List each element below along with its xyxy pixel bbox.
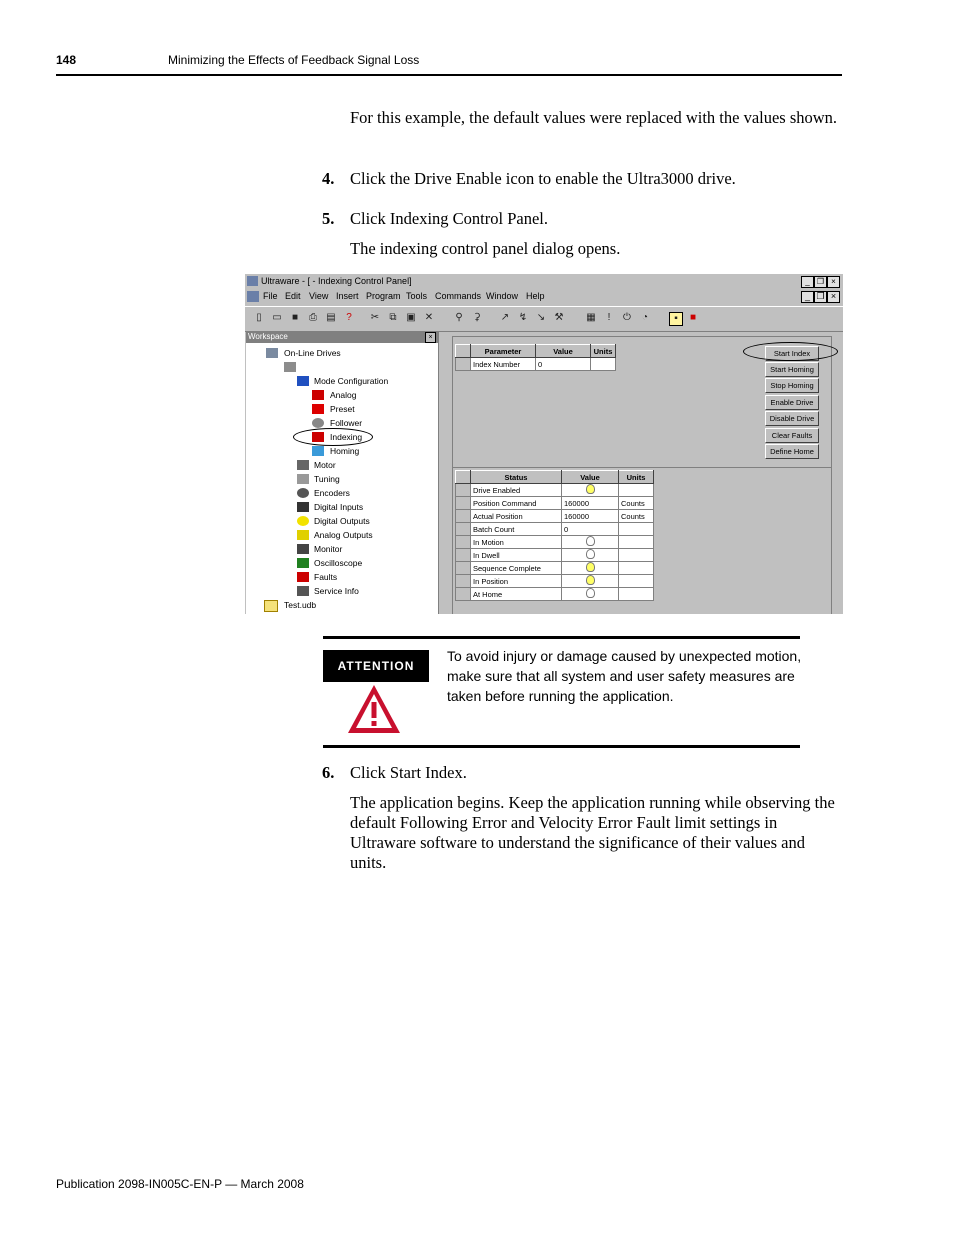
upload-icon[interactable]: ↯ xyxy=(518,312,528,323)
new-icon[interactable]: ▯ xyxy=(256,312,262,323)
row-header xyxy=(456,497,471,510)
status-units: Counts xyxy=(619,510,654,523)
properties-icon[interactable]: ▤ xyxy=(326,312,336,323)
encoders-icon xyxy=(297,488,309,498)
restore-icon[interactable]: ❐ xyxy=(814,276,827,288)
ultraware-screenshot xyxy=(245,274,843,614)
tree-tuning[interactable]: Tuning xyxy=(314,474,340,484)
status-value xyxy=(562,588,619,601)
motor-icon xyxy=(297,460,309,470)
row-header xyxy=(456,562,471,575)
status-table-corner xyxy=(456,471,471,484)
find-icon[interactable]: ⚲ xyxy=(455,312,463,323)
tree-oscilloscope[interactable]: Oscilloscope xyxy=(314,558,363,568)
doc-minimize-icon[interactable]: _ xyxy=(801,291,814,303)
toolbar xyxy=(245,306,843,332)
clear-faults-button[interactable]: Clear Faults xyxy=(765,428,819,443)
parameter-table xyxy=(455,344,616,371)
tree-analog-outputs[interactable]: Analog Outputs xyxy=(314,530,373,540)
bulb-on-icon xyxy=(586,484,595,494)
step-5-number: 5. xyxy=(322,209,335,228)
attention-top-rule xyxy=(323,636,800,639)
status-value xyxy=(562,575,619,588)
tree-online-drives[interactable]: On-Line Drives xyxy=(284,348,341,358)
digital-inputs-icon xyxy=(297,502,309,512)
tree-homing[interactable]: Homing xyxy=(330,446,360,456)
tree-faults[interactable]: Faults xyxy=(314,572,338,582)
folder-icon xyxy=(264,600,278,612)
workspace-title-bar xyxy=(246,331,438,343)
status-label: Sequence Complete xyxy=(471,562,562,575)
status-label: Drive Enabled xyxy=(471,484,562,497)
open-icon[interactable]: ▭ xyxy=(272,312,282,323)
menu-view[interactable]: View xyxy=(309,291,329,301)
table-row xyxy=(456,536,654,549)
status-value xyxy=(562,536,619,549)
param-index-number-value[interactable]: 0 xyxy=(536,358,591,371)
bulb-off-icon xyxy=(586,536,595,546)
homing-icon xyxy=(312,446,324,456)
status-value xyxy=(562,549,619,562)
menu-help[interactable]: Help xyxy=(526,291,545,301)
status-value: 0 xyxy=(562,523,619,536)
status-units-header: Units xyxy=(619,471,654,484)
digital-outputs-icon xyxy=(297,516,309,526)
step-4-text: Click the Drive Enable icon to enable the Ultra3000 drive. xyxy=(350,169,736,188)
status-label: Actual Position xyxy=(471,510,562,523)
analog-outputs-icon xyxy=(297,530,309,540)
tree-analog[interactable]: Analog xyxy=(330,390,357,400)
service-info-icon xyxy=(297,586,309,596)
connect-icon[interactable]: ↗ xyxy=(500,312,510,323)
tuning-icon xyxy=(297,474,309,484)
replace-icon[interactable]: ⚳ xyxy=(473,312,481,323)
stop-homing-button[interactable]: Stop Homing xyxy=(765,378,819,393)
row-header xyxy=(456,523,471,536)
enable-drive-button[interactable]: Enable Drive xyxy=(765,395,819,410)
save-icon[interactable]: ■ xyxy=(291,312,299,323)
delete-icon[interactable]: ✕ xyxy=(424,312,434,323)
start-index-highlight-ellipse xyxy=(743,342,838,361)
param-index-number-units xyxy=(591,358,616,371)
table-row xyxy=(456,484,654,497)
disable-drive-button[interactable]: Disable Drive xyxy=(765,411,819,426)
step-6-result: The application begins. Keep the application running while observing the default Following Error and Velocity Error Fault limit settings in Ultraware software to understand the significance of their values and units. xyxy=(350,793,835,872)
drive-enable-icon[interactable]: ▪ xyxy=(669,312,683,326)
build-icon[interactable]: ▦ xyxy=(586,312,596,323)
section-title: Minimizing the Effects of Feedback Signal Loss xyxy=(168,53,420,67)
tree-encoders[interactable]: Encoders xyxy=(314,488,350,498)
download-icon[interactable]: ↘ xyxy=(536,312,546,323)
attention-bottom-rule xyxy=(323,745,800,748)
tree-indexing[interactable]: Indexing xyxy=(330,432,363,442)
menu-edit[interactable]: Edit xyxy=(285,291,301,301)
help-icon[interactable]: ? xyxy=(346,312,352,323)
menu-bar xyxy=(245,290,843,304)
value-header: Value xyxy=(536,345,591,358)
step-5-result: The indexing control panel dialog opens. xyxy=(350,239,621,258)
status-table xyxy=(455,470,654,601)
row-header xyxy=(456,358,471,371)
workspace-close-icon[interactable]: × xyxy=(425,332,436,343)
tree-motor[interactable]: Motor xyxy=(314,460,336,470)
page-number: 148 xyxy=(56,53,77,67)
online-drives-icon xyxy=(266,348,278,358)
window-title: Ultraware - [ - Indexing Control Panel] xyxy=(261,276,412,286)
power-icon[interactable]: ⏻ xyxy=(623,312,631,323)
print-icon[interactable]: ⎙ xyxy=(309,312,317,323)
menu-insert[interactable]: Insert xyxy=(336,291,359,301)
row-header xyxy=(456,575,471,588)
tree-service-info[interactable]: Service Info xyxy=(314,586,359,596)
tree-preset[interactable]: Preset xyxy=(330,404,355,414)
bulb-off-icon xyxy=(586,549,595,559)
status-units xyxy=(619,575,654,588)
table-row xyxy=(456,575,654,588)
status-value: 160000 xyxy=(562,510,619,523)
tree-follower[interactable]: Follower xyxy=(330,418,363,428)
table-row xyxy=(456,562,654,575)
table-row xyxy=(456,549,654,562)
tree-monitor[interactable]: Monitor xyxy=(314,544,343,554)
clock-icon[interactable]: ◔ xyxy=(641,312,649,323)
bulb-on-icon xyxy=(586,575,595,585)
oscilloscope-icon xyxy=(297,558,309,568)
status-label: At Home xyxy=(471,588,562,601)
faults-icon xyxy=(297,572,309,582)
menu-tools[interactable]: Tools xyxy=(406,291,428,301)
tree-digital-inputs[interactable]: Digital Inputs xyxy=(314,502,364,512)
tool-icon[interactable]: ⚒ xyxy=(554,312,564,323)
status-units: Counts xyxy=(619,497,654,510)
publication-footer: Publication 2098-IN005C-EN-P — March 2008 xyxy=(56,1177,304,1191)
status-value xyxy=(562,484,619,497)
status-units xyxy=(619,523,654,536)
status-panel xyxy=(452,467,832,614)
table-row xyxy=(456,497,654,510)
header-rule xyxy=(56,74,842,76)
row-header xyxy=(456,510,471,523)
parameter-header: Parameter xyxy=(471,345,536,358)
start-index-button[interactable]: Start Index xyxy=(765,346,819,361)
indexing-highlight-ellipse xyxy=(293,428,373,446)
status-label: Batch Count xyxy=(471,523,562,536)
parameter-table-corner xyxy=(456,345,471,358)
menu-program[interactable]: Program xyxy=(366,291,401,301)
bulb-off-icon xyxy=(586,588,595,598)
window-titlebar xyxy=(245,274,843,289)
define-home-button[interactable]: Define Home xyxy=(765,444,819,459)
copy-icon[interactable]: ⧉ xyxy=(389,312,397,323)
row-header xyxy=(456,588,471,601)
status-label: Position Command xyxy=(471,497,562,510)
follower-icon xyxy=(312,418,324,428)
intro-paragraph: For this example, the default values were replaced with the values shown. xyxy=(350,108,838,127)
doc-restore-icon[interactable]: ❐ xyxy=(814,291,827,303)
status-units xyxy=(619,588,654,601)
tree-test-udb[interactable]: Test.udb xyxy=(284,600,317,610)
status-value: 160000 xyxy=(562,497,619,510)
execute-icon[interactable]: ! xyxy=(607,312,611,323)
mode-config-icon xyxy=(297,376,309,386)
table-row xyxy=(456,523,654,536)
row-header xyxy=(456,549,471,562)
status-units xyxy=(619,549,654,562)
attention-label: ATTENTION xyxy=(323,650,429,682)
minimize-icon[interactable]: _ xyxy=(801,276,814,288)
table-row xyxy=(456,588,654,601)
row-header xyxy=(456,484,471,497)
tree-mode-configuration[interactable]: Mode Configuration xyxy=(314,376,389,386)
close-icon[interactable]: × xyxy=(827,276,840,288)
menu-window[interactable]: Window xyxy=(486,291,519,301)
drive-disable-icon[interactable]: ■ xyxy=(689,312,697,323)
table-row xyxy=(456,358,616,371)
status-value-header: Value xyxy=(562,471,619,484)
workspace-pane xyxy=(246,331,439,614)
drive-icon[interactable] xyxy=(284,362,296,372)
status-label: In Position xyxy=(471,575,562,588)
paste-icon[interactable]: ▣ xyxy=(406,312,416,323)
status-value xyxy=(562,562,619,575)
step-6-text: Click Start Index. xyxy=(350,763,467,782)
row-header xyxy=(456,536,471,549)
start-homing-button[interactable]: Start Homing xyxy=(765,362,819,377)
table-row xyxy=(456,510,654,523)
param-index-number: Index Number xyxy=(471,358,536,371)
preset-icon xyxy=(312,404,324,414)
menu-file[interactable]: File xyxy=(263,291,278,301)
status-label: In Dwell xyxy=(471,549,562,562)
monitor-icon xyxy=(297,544,309,554)
bulb-on-icon xyxy=(586,562,595,572)
status-header: Status xyxy=(471,471,562,484)
status-label: In Motion xyxy=(471,536,562,549)
status-units xyxy=(619,536,654,549)
attention-text: To avoid injury or damage caused by unexpected motion, make sure that all system and user safety measures are taken before running the application. xyxy=(447,648,802,704)
warning-triangle-icon xyxy=(346,683,402,735)
step-6-number: 6. xyxy=(322,763,335,782)
step-5-text: Click Indexing Control Panel. xyxy=(350,209,548,228)
step-4-number: 4. xyxy=(322,169,335,188)
status-units xyxy=(619,562,654,575)
doc-close-icon[interactable]: × xyxy=(827,291,840,303)
workspace-title: Workspace xyxy=(248,332,288,341)
menu-commands[interactable]: Commands xyxy=(435,291,482,301)
app-icon xyxy=(247,276,258,286)
doc-icon xyxy=(247,291,259,302)
tree-digital-outputs[interactable]: Digital Outputs xyxy=(314,516,370,526)
analog-icon xyxy=(312,390,324,400)
cut-icon[interactable]: ✂ xyxy=(370,312,380,323)
status-units xyxy=(619,484,654,497)
units-header: Units xyxy=(591,345,616,358)
